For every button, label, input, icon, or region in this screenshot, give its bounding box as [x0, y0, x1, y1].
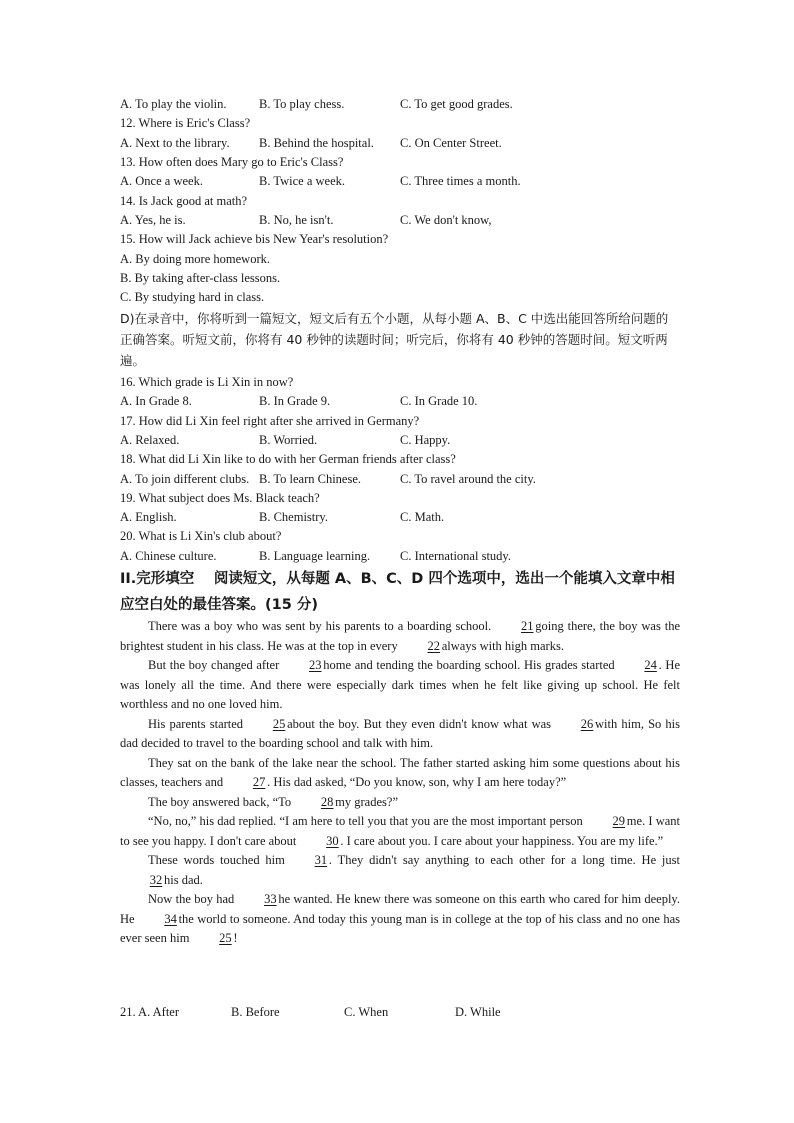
q18-option-a: A. To join different clubs. — [120, 472, 250, 486]
paragraph-text: His parents started — [148, 716, 244, 731]
blank-25: 25 — [272, 716, 286, 731]
paragraph-1 — [120, 617, 680, 656]
cloze-passage — [120, 617, 680, 949]
paragraph-text: always with high marks. — [441, 638, 564, 653]
paragraph-text: . He was lonely all the time. And there were especially dark times when he felt like giving up school. He felt worthless and no one loved him. — [120, 658, 681, 711]
q13-option-c: C. Three times a month. — [400, 174, 521, 188]
paragraph-text: his dad. — [164, 872, 203, 887]
q20-question: 20. What is Li Xin's club about? — [120, 529, 282, 543]
q14-option-a: A. Yes, he is. — [120, 213, 186, 227]
q15-option-b: B. By taking after-class lessons. — [120, 271, 281, 285]
blank-26: 26 — [580, 716, 594, 731]
q17-option-b: B. Worried. — [259, 433, 318, 447]
section-d-instructions: D)在录音中，你将听到一篇短文，短文后有五个小题，从每小题 A、B、C 中选出能回答所给问题的正确答案。听短文前，你将有 40 秒钟的读题时间；听完后，你将有 40 秒钟的答题时间。短文听两遍。 — [120, 311, 669, 368]
q21-option-c: C. When — [344, 1005, 389, 1019]
q18-option-c: C. To ravel around the city. — [400, 472, 536, 486]
paragraph-7 — [120, 851, 680, 890]
blank-29: 29 — [612, 814, 626, 828]
q15-question: 15. How will Jack achieve bis New Year's resolution? — [120, 232, 389, 246]
q17-option-a: A. Relaxed. — [120, 433, 180, 447]
paragraph-text: . They didn't say anything to each other for a long time. He just — [328, 853, 680, 867]
q16-question: 16. Which grade is Li Xin in now? — [120, 375, 294, 389]
q16-option-a: A. In Grade 8. — [120, 394, 192, 408]
paragraph-text: But the boy changed after — [148, 658, 280, 672]
paragraph-text: There was a boy who was sent by his parents to a boarding school. — [148, 619, 492, 633]
paragraph-text: . His dad asked, “Do you know, son, why I am here today?” — [267, 775, 567, 789]
paragraph-8 — [120, 890, 680, 949]
blank-27: 27 — [252, 775, 266, 789]
blank-30: 30 — [326, 833, 339, 848]
paragraph-text: ! — [233, 931, 238, 945]
q20-option-c: C. International study. — [400, 549, 511, 563]
q15-option-a: A. By doing more homework. — [120, 252, 270, 266]
q19-option-a: A. English. — [120, 510, 177, 524]
q13-option-b: B. Twice a week. — [259, 174, 346, 188]
q13-question: 13. How often does Mary go to Eric's Class? — [120, 155, 344, 169]
paragraph-text: he wanted. He knew there was someone on this earth who cared for him deeply. He — [120, 892, 680, 926]
paragraph-text: . I care about you. I care about your happiness. You are my life.” — [340, 833, 664, 848]
q11-options — [120, 95, 680, 115]
blank-23: 23 — [309, 658, 322, 672]
q21-option-a: 21. A. After — [120, 1005, 180, 1019]
q19-option-b: B. Chemistry. — [259, 510, 328, 524]
cloze-heading: II.完形填空 阅读短文，从每题 A、B、C、D 四个选项中，选出一个能填入文章中相应空白处的最佳答案。(15 分) — [120, 571, 675, 613]
q11-option-b: B. To play chess. — [259, 97, 345, 111]
paragraph-text: my grades?” — [335, 794, 398, 809]
q17-option-c: C. Happy. — [400, 433, 451, 447]
paragraph-4 — [120, 754, 680, 793]
q16-options — [120, 392, 680, 412]
blank-21: 21 — [520, 619, 534, 633]
q18-options — [120, 470, 680, 490]
q14-question: 14. Is Jack good at math? — [120, 194, 248, 208]
paragraph-text: They sat on the bank of the lake near the school. The father started asking him some questions about his classes, teachers and — [120, 755, 680, 789]
blank-31: 31 — [314, 853, 328, 867]
q12-option-b: B. Behind the hospital. — [259, 136, 374, 150]
q19-question: 19. What subject does Ms. Black teach? — [120, 491, 320, 505]
q11-option-c: C. To get good grades. — [400, 97, 513, 111]
q20-options — [120, 547, 680, 567]
paragraph-5 — [120, 793, 680, 813]
q16-option-c: C. In Grade 10. — [400, 394, 478, 408]
q12-question: 12. Where is Eric's Class? — [120, 116, 251, 130]
q14-option-b: B. No, he isn't. — [259, 213, 334, 227]
paragraph-text: going there, the boy was the brightest student in his class. He was at the top in every — [120, 619, 681, 653]
q19-options — [120, 508, 680, 528]
q20-option-a: A. Chinese culture. — [120, 549, 217, 563]
q14-options — [120, 211, 680, 231]
q13-option-a: A. Once a week. — [120, 174, 203, 188]
paragraph-text: “No, no,” his dad replied. “I am here to tell you that you are the most important person — [148, 814, 583, 828]
q18-option-b: B. To learn Chinese. — [259, 472, 362, 486]
q13-options — [120, 172, 680, 192]
q21-options — [120, 1003, 501, 1023]
paragraph-2 — [120, 656, 680, 715]
q16-option-b: B. In Grade 9. — [259, 394, 331, 408]
blank-28: 28 — [320, 794, 334, 809]
blank-34: 34 — [164, 911, 177, 926]
q12-options — [120, 134, 680, 154]
q21-option-b: B. Before — [231, 1005, 280, 1019]
blank-24: 24 — [644, 658, 657, 672]
q17-question: 17. How did Li Xin feel right after she arrived in Germany? — [120, 414, 420, 428]
paragraph-6 — [120, 812, 680, 851]
paragraph-3 — [120, 715, 680, 754]
q17-options — [120, 431, 680, 451]
q18-question: 18. What did Li Xin like to do with her German friends after class? — [120, 452, 456, 466]
q11-option-a: A. To play the violin. — [120, 97, 227, 111]
blank-32: 32 — [149, 872, 163, 887]
q12-option-c: C. On Center Street. — [400, 136, 502, 150]
q15-option-c: C. By studying hard in class. — [120, 290, 265, 304]
blank-22: 22 — [427, 638, 440, 653]
q20-option-b: B. Language learning. — [259, 549, 371, 563]
paragraph-text: me. I want to see you happy. I don't care about — [120, 814, 681, 848]
blank-35: 25 — [219, 931, 232, 945]
q12-option-a: A. Next to the library. — [120, 136, 230, 150]
paragraph-text: with him, So his dad decided to travel to the boarding school and talk with him. — [120, 716, 681, 750]
blank-33: 33 — [264, 892, 277, 906]
paragraph-text: the world to someone. And today this young man is in college at the top of his class and no one has ever seen him — [120, 911, 680, 945]
paragraph-text: about the boy. But they even didn't know what was — [287, 716, 552, 731]
paragraph-text: The boy answered back, “To — [148, 794, 292, 809]
paragraph-text: home and tending the boarding school. His grades started — [323, 658, 615, 672]
paragraph-text: These words touched him — [148, 853, 285, 867]
q19-option-c: C. Math. — [400, 510, 445, 524]
q14-option-c: C. We don't know, — [400, 213, 492, 227]
paragraph-text: Now the boy had — [148, 892, 235, 906]
q21-option-d: D. While — [455, 1005, 501, 1019]
